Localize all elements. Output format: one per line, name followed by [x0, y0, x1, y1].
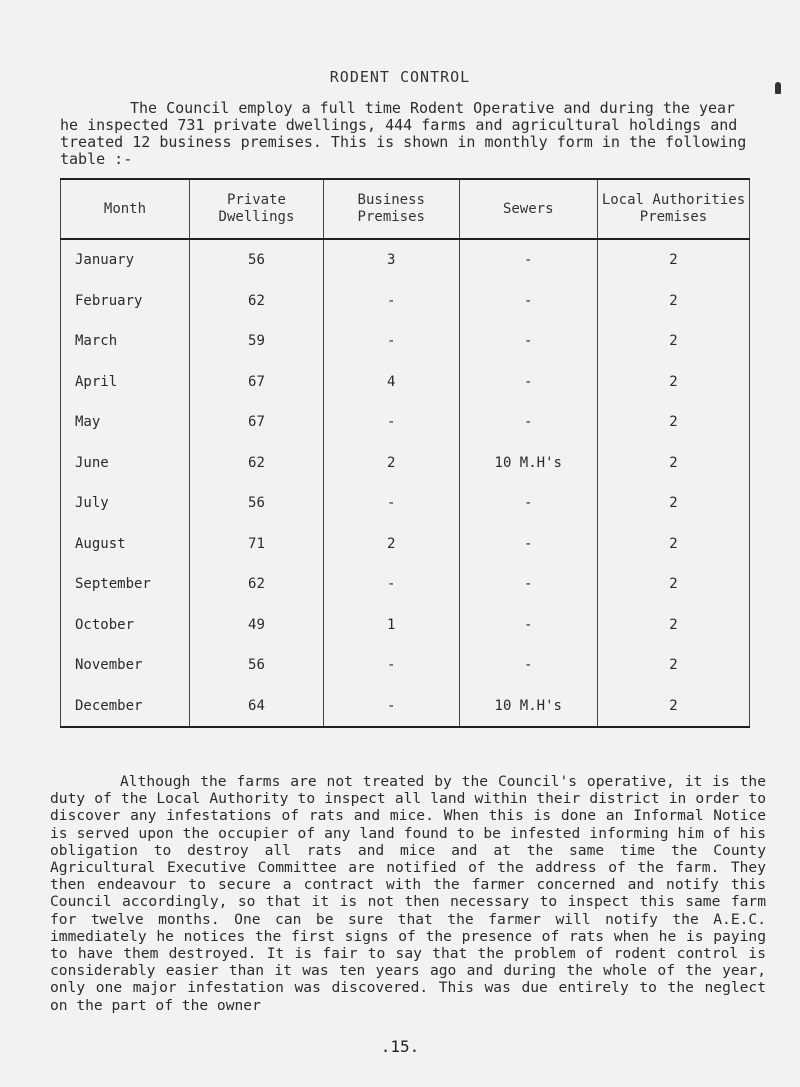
cell-private-dwellings: 59: [189, 321, 323, 362]
cell-month: June: [61, 443, 190, 484]
cell-business-premises: -: [324, 564, 460, 605]
cell-sewers: -: [459, 321, 597, 362]
cell-sewers: -: [459, 524, 597, 565]
cell-sewers: -: [459, 402, 597, 443]
cell-sewers: -: [459, 564, 597, 605]
table-row: [61, 564, 750, 605]
cell-business-premises: 4: [324, 362, 460, 403]
table-row: [61, 239, 750, 281]
table-row: [61, 443, 750, 484]
cell-local-authorities: 2: [597, 443, 749, 484]
table-row: [61, 524, 750, 565]
cell-private-dwellings: 62: [189, 281, 323, 322]
cell-local-authorities: 2: [597, 564, 749, 605]
table-row: [61, 362, 750, 403]
cell-month: December: [61, 686, 190, 728]
cell-local-authorities: 2: [597, 321, 749, 362]
header-month: Month: [61, 179, 190, 239]
cell-sewers: -: [459, 483, 597, 524]
cell-business-premises: -: [324, 645, 460, 686]
cell-business-premises: -: [324, 402, 460, 443]
cell-local-authorities: 2: [597, 402, 749, 443]
cell-private-dwellings: 64: [189, 686, 323, 728]
header-private-dwellings: Private Dwellings: [189, 179, 323, 239]
header-local-authorities-premises: Local Authorities Premises: [597, 179, 749, 239]
cell-month: August: [61, 524, 190, 565]
cell-business-premises: -: [324, 686, 460, 728]
cell-local-authorities: 2: [597, 483, 749, 524]
table-header-row: [61, 179, 750, 239]
table-row: [61, 483, 750, 524]
cell-local-authorities: 2: [597, 605, 749, 646]
cell-local-authorities: 2: [597, 524, 749, 565]
table-row: [61, 645, 750, 686]
table-row: [61, 281, 750, 322]
table-row: [61, 605, 750, 646]
header-business-premises: Business Premises: [324, 179, 460, 239]
cell-month: March: [61, 321, 190, 362]
cell-local-authorities: 2: [597, 362, 749, 403]
cell-month: July: [61, 483, 190, 524]
cell-private-dwellings: 62: [189, 564, 323, 605]
cell-business-premises: -: [324, 281, 460, 322]
cell-local-authorities: 2: [597, 645, 749, 686]
intro-paragraph: [60, 100, 760, 168]
page-heading: RODENT CONTROL: [329, 68, 471, 86]
cell-month: November: [61, 645, 190, 686]
cell-month: May: [61, 402, 190, 443]
cell-local-authorities: 2: [597, 281, 749, 322]
cell-sewers: -: [459, 281, 597, 322]
cell-business-premises: -: [324, 321, 460, 362]
margin-mark: [775, 82, 781, 94]
table-row: [61, 402, 750, 443]
cell-local-authorities: 2: [597, 239, 749, 281]
cell-private-dwellings: 67: [189, 402, 323, 443]
cell-business-premises: 1: [324, 605, 460, 646]
cell-month: February: [61, 281, 190, 322]
page-number: .15.: [380, 1037, 420, 1056]
cell-business-premises: 3: [324, 239, 460, 281]
cell-sewers: -: [459, 239, 597, 281]
cell-sewers: -: [459, 362, 597, 403]
monthly-inspection-table: [60, 178, 750, 728]
cell-month: October: [61, 605, 190, 646]
table-row: [61, 321, 750, 362]
cell-business-premises: -: [324, 483, 460, 524]
header-sewers: Sewers: [459, 179, 597, 239]
cell-private-dwellings: 62: [189, 443, 323, 484]
cell-sewers: 10 M.H's: [459, 443, 597, 484]
intro-text: The Council employ a full time Rodent Operative and during the year he inspected 731 private dwellings, 444 farms and agricultural holdings and treated 12 business premises. This is shown in monthly form in the following table :-: [60, 99, 747, 168]
cell-private-dwellings: 56: [189, 645, 323, 686]
cell-business-premises: 2: [324, 443, 460, 484]
table-row: [61, 686, 750, 728]
cell-month: January: [61, 239, 190, 281]
body-paragraph: [50, 773, 766, 1014]
body-text: Although the farms are not treated by the Council's operative, it is the duty of the Local Authority to inspect all land within their district in order to discover any infestations of rats and mice. When this is done an Informal Notice is served upon the occupier of any land found to be infested informing him of his obligation to destroy all rats and mice and at the same time the County Agricultural Executive Committee are notified of the address of the farm. They then endeavour to secure a contract with the farmer concerned and notify this Council accordingly, so that it is not then necessary to inspect this same farm for twelve months. One can be sure that the farmer will notify the A.E.C. immediately he notices the first signs of the presence of rats when he is paying to have them destroyed. It is fair to say that the problem of rodent control is considerably easier than it was ten years ago and during the whole of the year, only one major infestation was discovered. This was due entirely to the neglect on the part of the owner: [50, 773, 766, 1014]
cell-private-dwellings: 56: [189, 483, 323, 524]
cell-private-dwellings: 71: [189, 524, 323, 565]
cell-private-dwellings: 67: [189, 362, 323, 403]
cell-sewers: -: [459, 645, 597, 686]
cell-business-premises: 2: [324, 524, 460, 565]
cell-private-dwellings: 49: [189, 605, 323, 646]
cell-sewers: -: [459, 605, 597, 646]
cell-local-authorities: 2: [597, 686, 749, 728]
cell-month: September: [61, 564, 190, 605]
cell-private-dwellings: 56: [189, 239, 323, 281]
cell-sewers: 10 M.H's: [459, 686, 597, 728]
cell-month: April: [61, 362, 190, 403]
